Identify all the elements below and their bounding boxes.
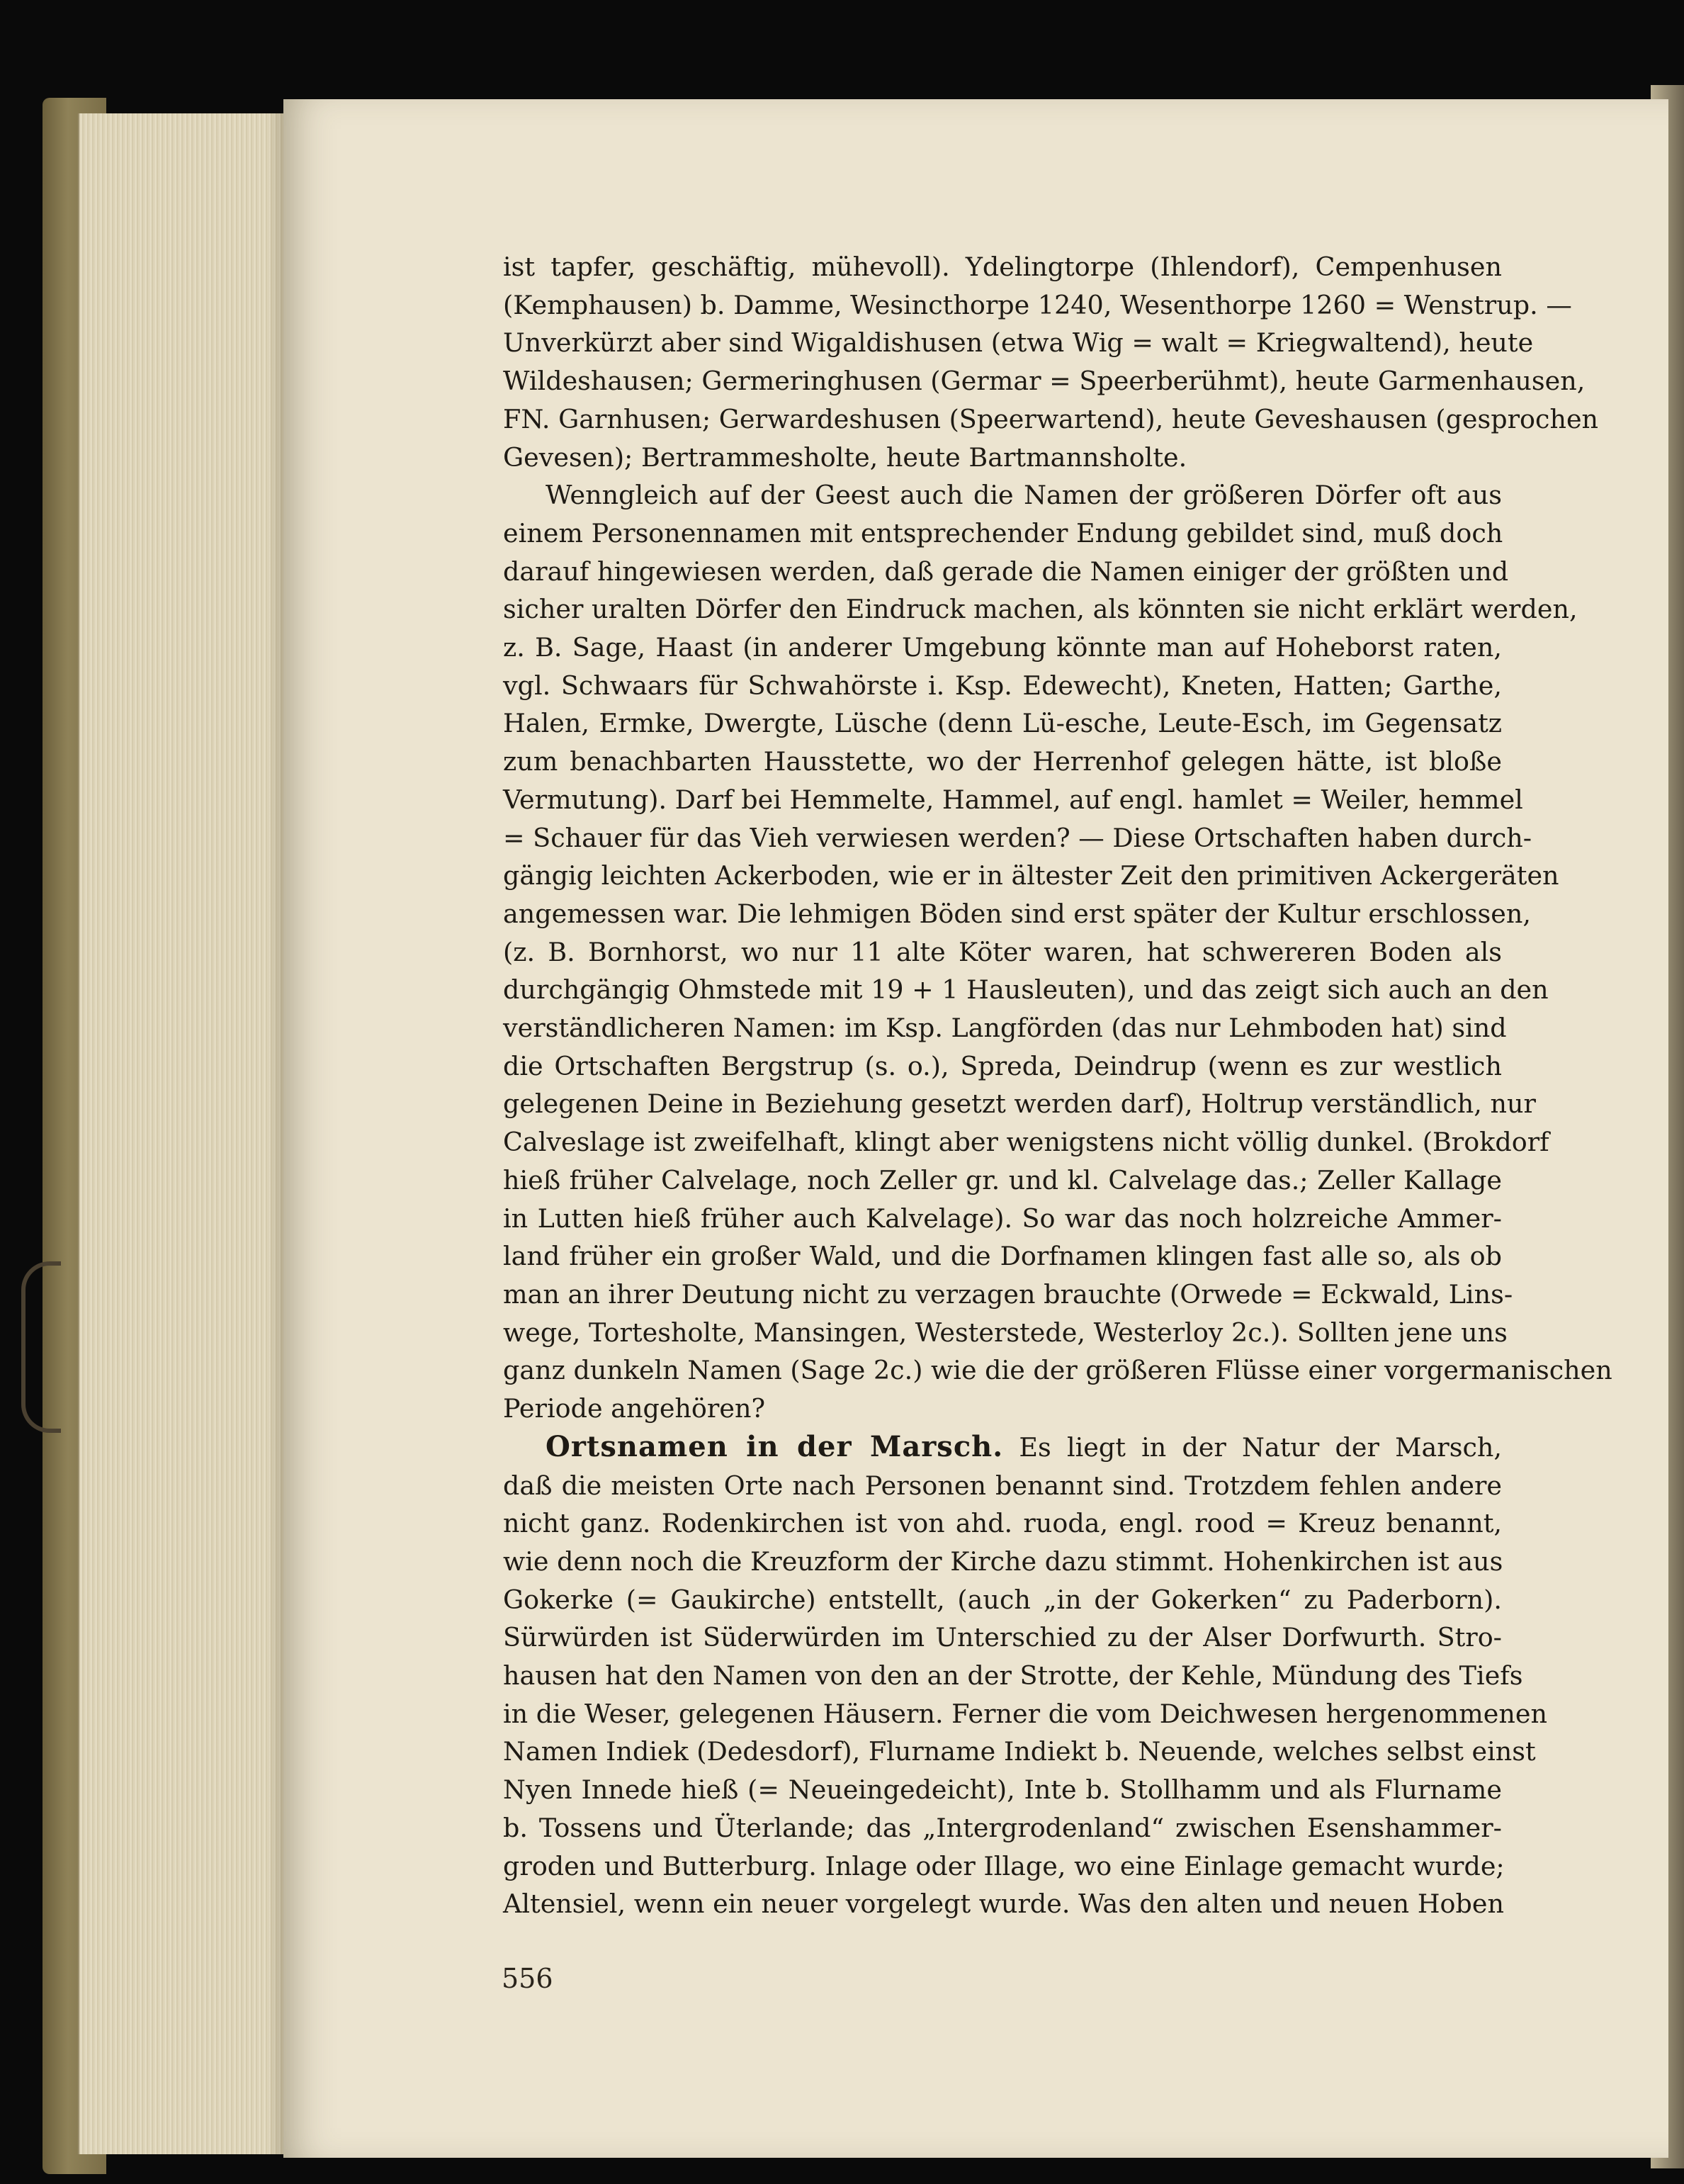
text-line: man an ihrer Deutung nicht zu verzagen brauchte (Orwede = Eckwald, Lins- (503, 1278, 1513, 1310)
text-line: groden und Butterburg. Inlage oder Illage, wo eine Einlage gemacht wurde; (503, 1850, 1505, 1881)
text-line: Gevesen); Bertrammesholte, heute Bartmannsholte. (503, 441, 1187, 473)
text-line: wie denn noch die Kreuzform der Kirche dazu stimmt. Hohenkirchen ist aus (503, 1546, 1503, 1577)
text-line: Calveslage ist zweifelhaft, klingt aber wenigstens nicht völlig dunkel. (Brokdorf (503, 1127, 1549, 1158)
paragraph-3 (503, 1428, 1547, 1923)
text-line: sicher uralten Dörfer den Eindruck machen, als könnten sie nicht erklärt werden, (503, 594, 1578, 625)
text-line: FN. Garnhusen; Gerwardeshusen (Speerwartend), heute Geveshausen (gesprochen (503, 403, 1599, 434)
page-text (503, 248, 1612, 1923)
text-line: Halen, Ermke, Dwergte, Lüsche (denn Lü-esche, Leute-Esch, im Gegensatz (503, 708, 1502, 739)
text-line: gelegenen Deine in Beziehung gesetzt werden darf), Holtrup verständlich, nur (503, 1088, 1536, 1120)
section-first-line (503, 1428, 1502, 1467)
text-line: (Kemphausen) b. Damme, Wesincthorpe 1240, Wesenthorpe 1260 = Wenstrup. — (503, 289, 1572, 320)
text-line: Wenngleich auf der Geest auch die Namen der größeren Dörfer oft aus (546, 480, 1502, 511)
text-line: Namen Indiek (Dedesdorf), Flurname Indiekt b. Neuende, welches selbst einst (503, 1736, 1536, 1767)
text-line: land früher ein großer Wald, und die Dorfnamen klingen fast alle so, als ob (503, 1241, 1502, 1272)
text-line: hausen hat den Namen von den an der Strotte, der Kehle, Mündung des Tiefs (503, 1660, 1523, 1692)
text-line: in Lutten hieß früher auch Kalvelage). So war das noch holzreiche Ammer- (503, 1203, 1502, 1234)
text-line: Sürwürden ist Süderwürden im Unterschied zu der Alser Dorfwurth. Stro- (503, 1622, 1502, 1653)
text-line: (z. B. Bornhorst, wo nur 11 alte Köter waren, hat schwereren Boden als (503, 936, 1502, 967)
text-line: ganz dunkeln Namen (Sage 2c.) wie die der größeren Flüsse einer vorgermanischen (503, 1355, 1612, 1386)
text-line: nicht ganz. Rodenkirchen ist von ahd. ruoda, engl. rood = Kreuz benannt, (503, 1508, 1502, 1539)
text-line: durchgängig Ohmstede mit 19 + 1 Hausleuten), und das zeigt sich auch an den (503, 974, 1549, 1006)
text-line: = Schauer für das Vieh verwiesen werden? — Diese Ortschaften haben durch- (503, 822, 1532, 853)
text-line: die Ortschaften Bergstrup (s. o.), Spreda, Deindrup (wenn es zur westlich (503, 1050, 1502, 1081)
text-line: gängig leichten Ackerboden, wie er in ältester Zeit den primitiven Ackergeräten (503, 860, 1559, 891)
text-line: Wildeshausen; Germeringhusen (Germar = Speerberühmt), heute Garmenhausen, (503, 366, 1586, 397)
text-line: Vermutung). Darf bei Hemmelte, Hammel, auf engl. hamlet = Weiler, hemmel (503, 784, 1523, 815)
text-line: Nyen Innede hieß (= Neueingedeicht), Inte b. Stollhamm und als Flurname (503, 1774, 1502, 1806)
page-number: 556 (502, 1963, 553, 1994)
text-line: angemessen war. Die lehmigen Böden sind erst später der Kultur erschlossen, (503, 898, 1531, 929)
text-line: vgl. Schwaars für Schwahörste i. Ksp. Edewecht), Kneten, Hatten; Garthe, (503, 670, 1502, 701)
text-line: b. Tossens und Üterlande; das „Intergrodenland“ zwischen Esenshammer- (503, 1812, 1502, 1843)
text-line: Es liegt in der Natur der Marsch, (1019, 1431, 1503, 1463)
text-line: in die Weser, gelegenen Häusern. Ferner die vom Deichwesen hergenommenen (503, 1698, 1547, 1729)
paragraph-1 (503, 248, 1599, 476)
text-line: wege, Tortesholte, Mansingen, Westerstede, Westerloy 2c.). Sollten jene uns (503, 1317, 1508, 1348)
bookmark-ribbon (21, 1261, 61, 1433)
text-line: Altensiel, wenn ein neuer vorgelegt wurde. Was den alten und neuen Hoben (503, 1889, 1505, 1920)
paragraph-2 (503, 476, 1612, 1428)
text-line: einem Personennamen mit entsprechender Endung gebildet sind, muß doch (503, 517, 1503, 548)
text-line: Periode angehören? (503, 1393, 766, 1424)
text-line: Gokerke (= Gaukirche) entstellt, (auch „in der Gokerken“ zu Paderborn). (503, 1584, 1502, 1615)
text-line: ist tapfer, geschäftig, mühevoll). Ydelingtorpe (Ihlendorf), Cempenhusen (503, 252, 1502, 282)
text-line: Unverkürzt aber sind Wigaldishusen (etwa Wig = walt = Kriegwaltend), heute (503, 327, 1534, 359)
text-line: z. B. Sage, Haast (in anderer Umgebung könnte man auf Hoheborst raten, (503, 632, 1502, 663)
text-line: zum benachbarten Hausstette, wo der Herrenhof gelegen hätte, ist bloße (503, 746, 1502, 777)
text-line: daß die meisten Orte nach Personen benannt sind. Trotzdem fehlen andere (503, 1470, 1502, 1501)
text-line: darauf hingewiesen werden, daß gerade die Namen einiger der größten und (503, 556, 1509, 587)
section-heading: Ortsnamen in der Marsch. (546, 1429, 1004, 1463)
page-edges (78, 113, 288, 2154)
text-line: verständlicheren Namen: im Ksp. Langförden (das nur Lehmboden hat) sind (503, 1013, 1507, 1044)
text-line: hieß früher Calvelage, noch Zeller gr. und kl. Calvelage das.; Zeller Kallage (503, 1164, 1502, 1195)
